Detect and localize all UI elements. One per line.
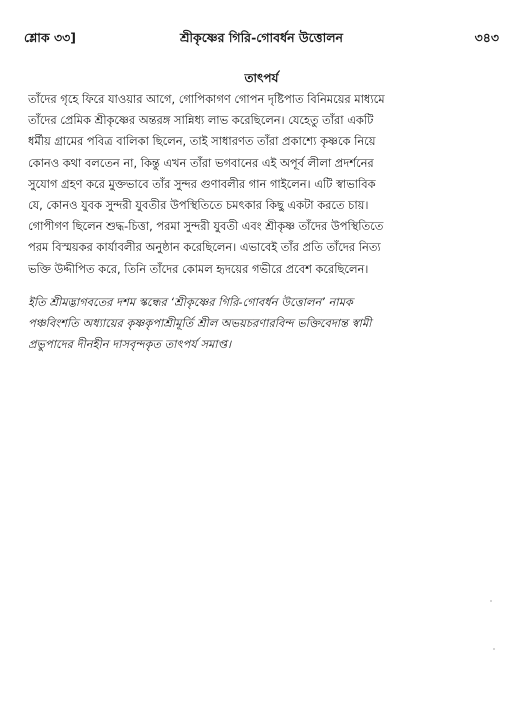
scan-speck (493, 648, 495, 650)
purport-line: সুযোগ গ্রহণ করে মুক্তভাবে তাঁর সুন্দর গুণাবলীর গান গাইলেন। এটি স্বাভাবিক (28, 176, 376, 191)
colophon-line: ইতি শ্রীমদ্ভাগবতের দশম স্কন্ধের ‘শ্রীকৃষ্ণের গিরি-গোবর্ধন উত্তোলন’ নামক (28, 295, 353, 309)
purport-line: তাঁদের গৃহে ফিরে যাওয়ার আগে, গোপিকাগণ গোপন দৃষ্টিপাত বিনিময়ের মাধ্যমে (28, 92, 385, 106)
purport-line: ধর্মীয় গ্রামের পবিত্র বালিকা ছিলেন, তাই সাধারণত তাঁরা প্রকাশ্যে কৃষ্ণকে নিয়ে (28, 134, 376, 149)
purport-line: তাঁদের প্রেমিক শ্রীকৃষ্ণের অন্তরঙ্গ সান্নিধ্য লাভ করেছিলেন। যেহেতু তাঁরা একটি (28, 113, 374, 128)
chapter-colophon (28, 292, 496, 356)
page-number: ৩৪৩ (474, 30, 499, 45)
purport-line: যে, কোনও যুবক সুন্দরী যুবতীর উপস্থিতিতে চমৎকার কিছু একটা করতে চায়। (28, 198, 369, 213)
purport-text (28, 89, 496, 280)
purport-heading: তাৎপর্য (244, 71, 279, 85)
purport-line: কোনও কথা বলতেন না, কিন্তু এখন তাঁরা ভগবানের এই অপূর্ব লীলা প্রদর্শনের (28, 155, 374, 170)
running-header (24, 30, 499, 52)
chapter-title: শ্রীকৃষ্ণের গিরি-গোবর্ধন উত্তোলন (179, 30, 344, 45)
scan-speck (490, 600, 492, 602)
purport-line: ভক্তি উদ্দীপিত করে, তিনি তাঁদের কোমল হৃদয়ের গভীরে প্রবেশ করেছিলেন। (28, 261, 369, 276)
colophon-line: প্রভুপাদের দীনহীন দাসবৃন্দকৃত তাৎপর্য সমাপ্ত। (28, 337, 232, 352)
colophon-line: পঞ্চবিংশতি অধ্যায়ের কৃষ্ণকৃপাশ্রীমূর্তি শ্রীল অভয়চরণারবিন্দ ভক্তিবেদান্ত স্বামী (28, 316, 372, 331)
purport-line: গোপীগণ ছিলেন শুদ্ধ-চিত্তা, পরমা সুন্দরী যুবতী এবং শ্রীকৃষ্ণ তাঁদের উপস্থিতিতে (28, 219, 384, 234)
verse-reference: শ্লোক ৩৩] (24, 30, 76, 45)
purport-line: পরম বিস্ময়কর কার্যাবলীর অনুষ্ঠান করেছিলেন। এভাবেই তাঁর প্রতি তাঁদের নিত্য (28, 240, 381, 255)
